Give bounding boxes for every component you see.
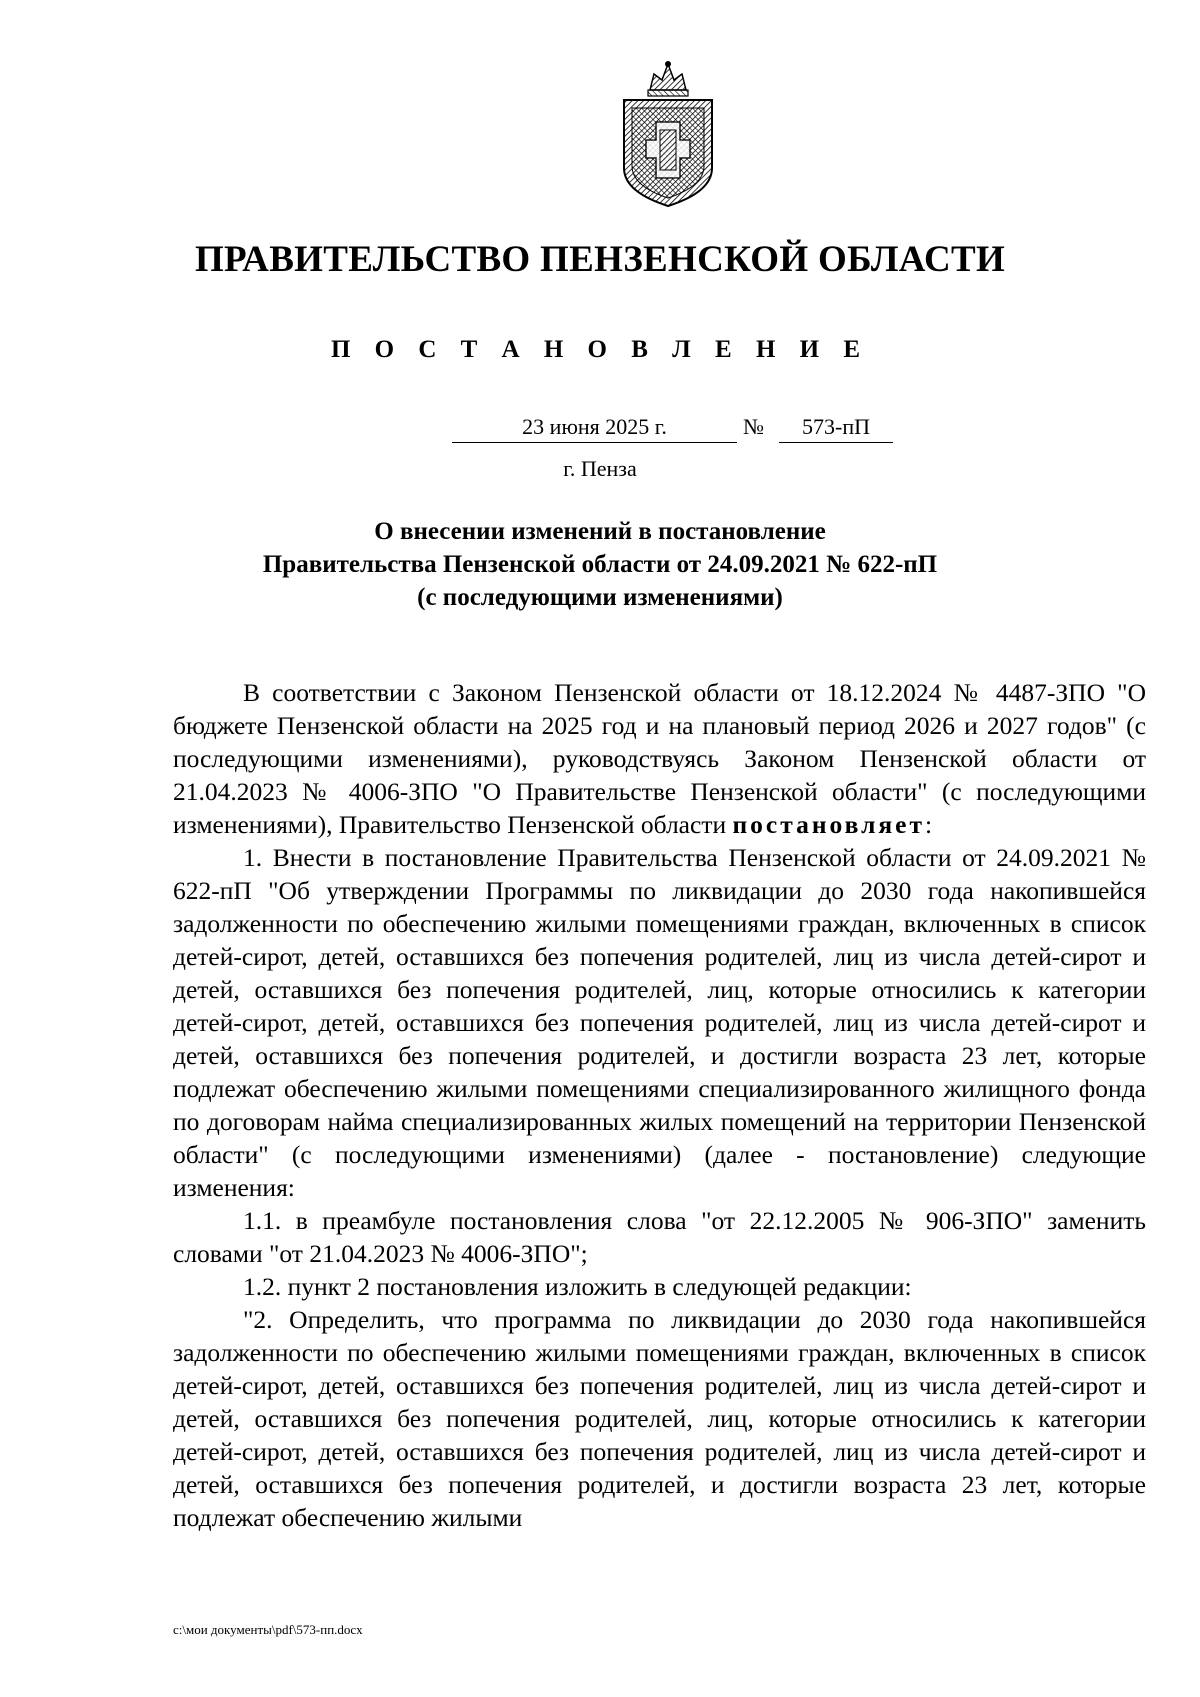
- preamble-paragraph: [173, 676, 1146, 841]
- document-date: 23 июня 2025 г.: [452, 412, 737, 443]
- coat-of-arms-emblem: [610, 60, 726, 210]
- document-type-title: П О С Т А Н О В Л Е Н И Е: [330, 336, 870, 363]
- document-number: 573-пП: [779, 412, 893, 443]
- document-body: [173, 676, 1146, 1534]
- document-subject: [0, 515, 1200, 614]
- subject-line: Правительства Пензенской области от 24.09.2021 № 622-пП: [262, 551, 938, 578]
- item-1-2-paragraph: 1.2. пункт 2 постановления изложить в следующей редакции:: [243, 1272, 912, 1301]
- organization-title: ПРАВИТЕЛЬСТВО ПЕНЗЕНСКОЙ ОБЛАСТИ: [194, 239, 1006, 280]
- file-path-footer: c:\мои документы\pdf\573-пп.docx: [173, 1622, 363, 1637]
- quoted-paragraph: "2. Определить, что программа по ликвидации до 2030 года накопившейся задолженности по обеспечению жилыми помещениями граждан, включенных в список детей-сирот, детей, оставшихся без попечения родителей, лиц из числа детей-сирот и детей, оставшихся без попечения родителей, лиц, которые относились к категории детей-сирот, детей, оставшихся без попечения родителей, лиц из числа детей-сирот и детей, оставшихся без попечения родителей, и достигли возраста 23 лет, которые подлежат обеспечению жилыми: [173, 1305, 1146, 1532]
- decree-word: постановляет: [732, 810, 926, 839]
- subject-line: О внесении изменений в постановление: [374, 518, 826, 545]
- document-city: г. Пенза: [563, 456, 637, 481]
- subject-line: (с последующими изменениями): [417, 584, 783, 611]
- preamble-text: В соответствии с Законом Пензенской области от 18.12.2024 № 4487-ЗПО "О бюджете Пензенской области на 2025 год и на плановый период 2026 и 2027 годов" (с последующими изменениями), руководствуясь Законом Пензенской области от 21.04.2023 № 4006-ЗПО "О Правительстве Пензенской области" (с последующими изменениями), Правительство Пензенской области: [173, 678, 1146, 839]
- item-1-paragraph: 1. Внести в постановление Правительства Пензенской области от 24.09.2021 № 622-пП "Об утверждении Программы по ликвидации до 2030 года накопившейся задолженности по обеспечению жилыми помещениями граждан, включенных в список детей-сирот, детей, оставшихся без попечения родителей, лиц из числа детей-сирот и детей, оставшихся без попечения родителей, лиц, которые относились к категории детей-сирот, детей, оставшихся без попечения родителей, лиц из числа детей-сирот и детей, оставшихся без попечения родителей, и достигли возраста 23 лет, которые подлежат обеспечению жилыми помещениями специализированного жилищного фонда по договорам найма специализированных жилых помещений на территории Пензенской области" (с последующими изменениями) (далее - постановление) следующие изменения:: [173, 843, 1146, 1202]
- item-1-1-paragraph: 1.1. в преамбуле постановления слова "от 22.12.2005 № 906-ЗПО" заменить словами "от 21.04.2023 № 4006-ЗПО";: [173, 1206, 1146, 1268]
- decree-colon: :: [925, 810, 933, 839]
- number-sign: №: [743, 414, 764, 439]
